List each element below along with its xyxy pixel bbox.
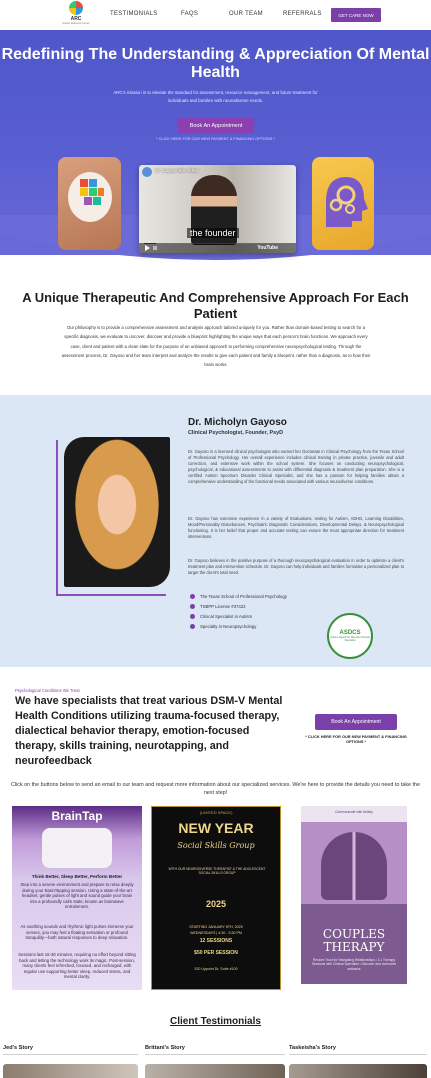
testimonials-title: Client Testimonials xyxy=(170,1016,261,1027)
conditions-financing-link[interactable]: * CLICK HERE FOR OUR NEW PAYMENT & FINANCING OPTIONS * xyxy=(305,734,407,744)
braintap-paragraph: Sessions last 15-30 minutes, requiring no effort beyond sitting back and letting the technology work its magic. Post-session, many clients feel refreshed, focused, and recharged, with regular use supporting better sleep, reduced stress, and mental clarity. xyxy=(18,952,136,979)
bio-paragraph: Dr. Gayoso believes in the positive purpose of a thorough neuropsychological evaluation in order to optimize a client's treatment plan and intervention schedule. Dr. Gayoso can help individuals and families formulate a personalized plan to target the client's total need. xyxy=(188,558,404,575)
hero-book-appointment-button[interactable]: Book An Appointment xyxy=(178,118,254,133)
channel-avatar-icon[interactable] xyxy=(142,167,152,177)
conditions-intro: Click on the buttons below to send an email to our team and request more information about our specialized services. We're here to provide the details you need to take the next step! xyxy=(10,782,421,796)
play-icon[interactable] xyxy=(143,243,183,253)
couples-description: Restore Trust for Navigating Relationships • 1:1 Therapy Sessions with Clinical Specialist • Discover and overcome setbacks xyxy=(311,958,397,971)
flyer-time: WEDNESDAYS | 4:30 - 5:30 PM xyxy=(190,931,242,935)
braintap-title: BrainTap xyxy=(51,809,103,823)
get-care-now-button[interactable]: GET CARE NOW xyxy=(331,8,381,22)
founder-name: Dr. Micholyn Gayoso xyxy=(188,417,287,428)
story-title-brittani[interactable]: Brittani's Story xyxy=(145,1045,185,1051)
logo[interactable] xyxy=(62,1,90,29)
credential-item: The Texas School of Professional Psychology xyxy=(190,591,287,601)
headset-image xyxy=(42,828,112,868)
flyer-sessions: 12 SESSIONS xyxy=(199,938,233,944)
braintap-tagline: Think Better, Sleep Better, Perform Better xyxy=(31,874,123,879)
top-nav xyxy=(0,0,431,30)
asdcs-badge: ASDCS Autism Spectrum Disorder Clinical Specialist xyxy=(327,613,373,659)
braintap-flyer[interactable] xyxy=(12,806,142,990)
divider xyxy=(145,1054,285,1055)
brain-gears-image xyxy=(312,157,374,250)
youtube-logo[interactable]: YouTube xyxy=(257,245,278,251)
check-icon xyxy=(190,614,195,619)
conditions-book-appointment-button[interactable]: Book An Appointment xyxy=(315,714,397,730)
braintap-paragraph: Step into a serene environment and prepare to relax deeply during your BrainTapping session. Using a state-of-the-art headset, gentle pulses of light and sound guide your brain into a profoundly calm state, known as brainwave entrainment. xyxy=(20,882,134,909)
flyer-start-date: STARTING JANUARY 8TH, 2025 xyxy=(189,925,243,929)
video-caption: the founder xyxy=(187,228,239,238)
flyer-location: 320 Uppoint Dr, Suite #100 xyxy=(194,967,238,971)
bio-paragraph: Dr. Gayoso is a licensed clinical psychologist who earned her Doctorate in Clinical Psychology from the Texas School of Professional Psychology. Her overall experience includes clinical training in private practice, juvenile and adult correction, and extensive work within the school system. She focuses on conducting neuropsychological, psychological, & educational assessments to assist with differential diagnosis & treatment plan preparation. She is a certified Autism Spectrum Disorder Clinical Specialist, and she has a passion for helping families obtain a comprehensive understanding of the functional needs associated with various neurodiverse conditions. xyxy=(188,449,404,484)
flyer-subtitle: WITH OUR NEURODIVERSE THERAPIST & THE ADOLESCENT SOCIAL SKILLS GROUP xyxy=(168,867,266,876)
flyer-price: $50 PER SESSION xyxy=(194,950,238,956)
couples-title: COUPLES THERAPY xyxy=(322,927,386,954)
story-title-taskeisha[interactable]: Taskeisha's Story xyxy=(289,1045,336,1051)
braintap-paragraph: As soothing sounds and rhythmic light pulses immerse your senses, you may feel a floating sensation or profound tranquility—both natural responses to deep relaxation. xyxy=(20,924,134,940)
approach-body: Our philosophy is to provide a comprehensive assessment and analysis approach tailored uniquely for you. Rather than domain-based testing to search for a specific diagnosis, we evaluate to uncover, discover and provide a blueprint highlighting the unique ways that each person's brain functions. We approach every case, client and patient with a clean slate for the purpose of an unbiased approach to performing comprehensive neuropsychological testing. Through the assessment process, Dr. Gayoso and her team interpret and analyze the results to give each patient and family a blueprint, rather than a diagnosis, as to how their brain works. xyxy=(61,325,371,368)
couples-heads-image xyxy=(321,832,387,900)
story-video-taskeisha[interactable] xyxy=(289,1064,427,1078)
credential-item: Clinical Specialist in Autism xyxy=(190,611,287,621)
story-video-brittani[interactable] xyxy=(145,1064,285,1078)
check-icon xyxy=(190,604,195,609)
credential-item: Specialty in Neuropsychology xyxy=(190,621,287,631)
story-title-jed[interactable]: Jed's Story xyxy=(3,1045,33,1051)
video-title[interactable]: Dr. Gayoso Bio Video xyxy=(155,168,198,173)
conditions-headline: We have specialists that treat various DSM-V Mental Health Conditions utilizing trauma-focused therapy, dialectical behavior therapy, emotion-focused therapy, skills training, neurotapping, and neurofeedback xyxy=(15,695,283,767)
nav-faqs[interactable]: FAQS xyxy=(181,11,199,17)
founder-photo xyxy=(64,437,170,587)
nav-our-team[interactable]: OUR TEAM xyxy=(229,11,263,17)
founder-role: Clinical Psychologist, Founder, PsyD xyxy=(188,430,283,436)
story-video-jed[interactable] xyxy=(3,1064,138,1078)
bio-paragraph: Dr. Gayoso has extensive experience in a variety of Evaluations, testing for Autism, ADHD, Learning Disabilities, Mood/Personality Disturbances, Psychiatric Diagnostic Considerations, Developmental Delays, & Neuropsychological functioning. It is her belief that proper and accurate testing can ensure the most appropriate direction for treatment interventions. xyxy=(188,516,404,539)
logo-icon xyxy=(69,1,83,15)
founder-video-player[interactable] xyxy=(139,165,296,253)
divider xyxy=(3,1054,138,1055)
check-icon xyxy=(190,594,195,599)
approach-title: A Unique Therapeutic And Comprehensive Approach For Each Patient xyxy=(22,290,409,321)
check-icon xyxy=(190,624,195,629)
credentials-list xyxy=(190,591,287,631)
logo-name: ARC xyxy=(70,16,82,22)
flyer-year: 2025 xyxy=(205,899,227,909)
flyer-limited-label: (LIMITED SPACE) xyxy=(199,810,233,815)
conditions-tag: Psychological Conditions We Treat xyxy=(15,688,80,693)
flyer-script-title: Social Skills Group xyxy=(177,841,255,850)
puzzle-head-image xyxy=(58,157,121,250)
nav-testimonials[interactable]: TESTIMONIALS xyxy=(110,11,158,17)
founder-bio-section xyxy=(0,395,431,667)
couples-therapy-flyer[interactable] xyxy=(301,806,407,984)
hero-description: ARC's mission is to elevate the standard for assessment, resource management, and future treatment for individuals and families with neurodiverse needs. xyxy=(113,90,318,103)
hero-financing-link[interactable]: * CLICK HERE FOR OUR NEW PAYMENT & FINANCING OPTIONS * xyxy=(156,137,275,141)
hero-title: Redefining The Understanding & Appreciation Of Mental Health xyxy=(1,46,430,81)
couples-top-text: Communicate with Ashley xyxy=(335,810,373,814)
divider xyxy=(289,1054,427,1055)
flyer-title: NEW YEAR xyxy=(178,820,254,836)
credential-item: TSBPP License #37422 xyxy=(190,601,287,611)
logo-tagline: Autism Resource Center xyxy=(62,22,90,25)
nav-referrals[interactable]: REFERRALS xyxy=(283,11,322,17)
social-skills-flyer[interactable] xyxy=(151,806,281,990)
